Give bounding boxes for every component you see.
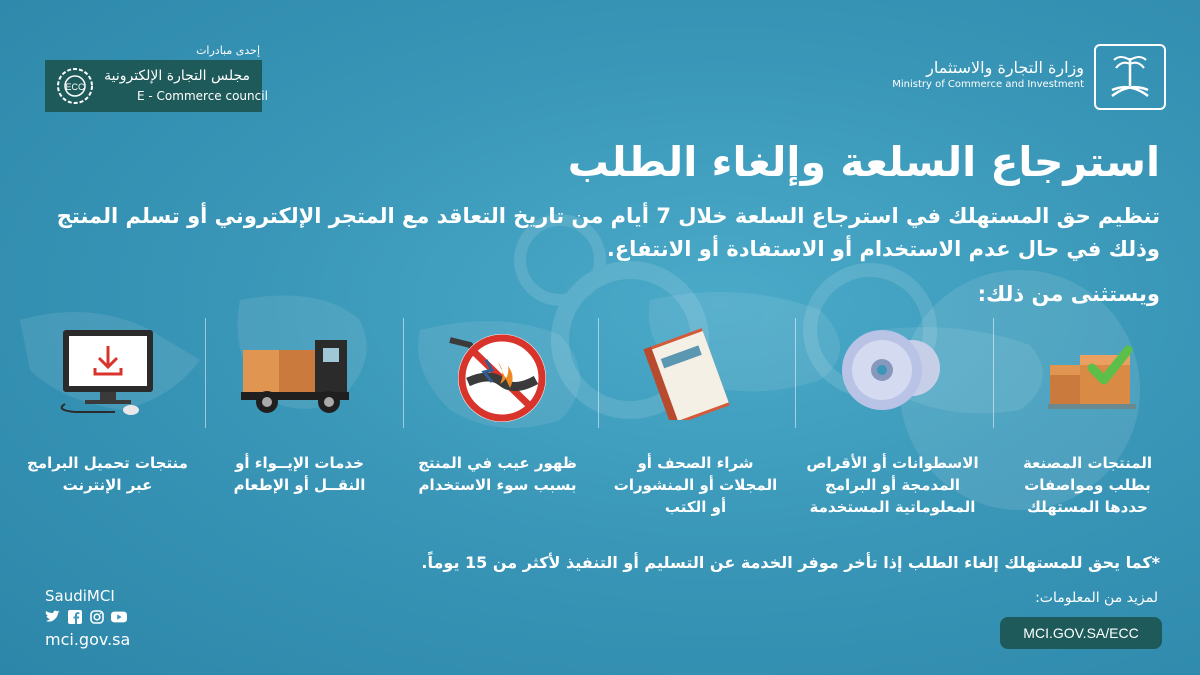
- column-divider: [598, 318, 599, 428]
- page-title: استرجاع السلعة وإلغاء الطلب: [567, 138, 1160, 186]
- social-icons: [45, 610, 133, 626]
- download-computer-icon: [45, 320, 175, 420]
- column-divider: [993, 318, 994, 428]
- instagram-icon[interactable]: [89, 610, 105, 624]
- social-handle: SaudiMCI: [45, 587, 115, 605]
- ecc-name-ar: مجلس التجارة الإلكترونية: [104, 68, 250, 84]
- exception-label: شراء الصحف أو المجلات أو المنشورات أو الكتب: [613, 454, 778, 516]
- ecc-name-en: E - Commerce council: [137, 89, 268, 103]
- ministry-name-en: Ministry of Commerce and Investment: [892, 79, 1084, 90]
- palm-swords-icon: [1096, 46, 1164, 108]
- more-info-label: لمزيد من المعلومات:: [1035, 590, 1158, 606]
- column-divider: [795, 318, 796, 428]
- website-link[interactable]: mci.gov.sa: [45, 630, 131, 649]
- column-divider: [403, 318, 404, 428]
- book-icon: [630, 320, 750, 420]
- facebook-icon[interactable]: [67, 610, 83, 624]
- exception-label: الاسطوانات أو الأقراص المدمجة أو البرامج المعلوماتية المستخدمة: [806, 454, 979, 516]
- ecc-logo-badge[interactable]: [45, 60, 268, 112]
- intro-text: تنظيم حق المستهلك في استرجاع السلعة خلال 7 أيام من تاريخ التعاقد مع المتجر الإلكتروني أو تسلم المنتج وذلك في حال عدم الاستخدام أو الاستفادة أو الانتفاع.: [56, 204, 1160, 261]
- exception-label: المنتجات المصنعة بطلب ومواصفات حددها المستهلك: [1022, 454, 1153, 516]
- ecc-emblem-icon: [55, 66, 95, 106]
- damaged-plug-icon: [440, 320, 560, 430]
- column-divider: [205, 318, 206, 428]
- custom-products-icon: [1040, 320, 1150, 420]
- exception-label: منتجات تحميل البرامج عبر الإنترنت: [27, 454, 188, 494]
- ecc-kicker: إحدى مبادرات: [196, 44, 260, 57]
- youtube-icon[interactable]: [111, 610, 127, 624]
- ministry-emblem[interactable]: [1094, 44, 1166, 110]
- twitter-icon[interactable]: [45, 610, 61, 624]
- svg-text:ECC: ECC: [65, 82, 85, 92]
- ministry-name-ar: وزارة التجارة والاستثمار: [926, 58, 1084, 77]
- exception-label: ظهور عيب في المنتج بسبب سوء الاستخدام: [418, 454, 577, 494]
- exception-label: خدمات الإيــواء أو النقــل أو الإطعام: [233, 454, 366, 494]
- delivery-truck-icon: [235, 320, 365, 420]
- more-info-link[interactable]: MCI.GOV.SA/ECC: [1000, 617, 1162, 649]
- cd-discs-icon: [830, 320, 950, 420]
- exceptions-heading: ويستثنى من ذلك:: [977, 282, 1160, 306]
- cancellation-note: *كما يحق للمستهلك إلغاء الطلب إذا تأخر موفر الخدمة عن التسليم أو التنفيذ لأكثر من 15 يوماً.: [421, 553, 1160, 572]
